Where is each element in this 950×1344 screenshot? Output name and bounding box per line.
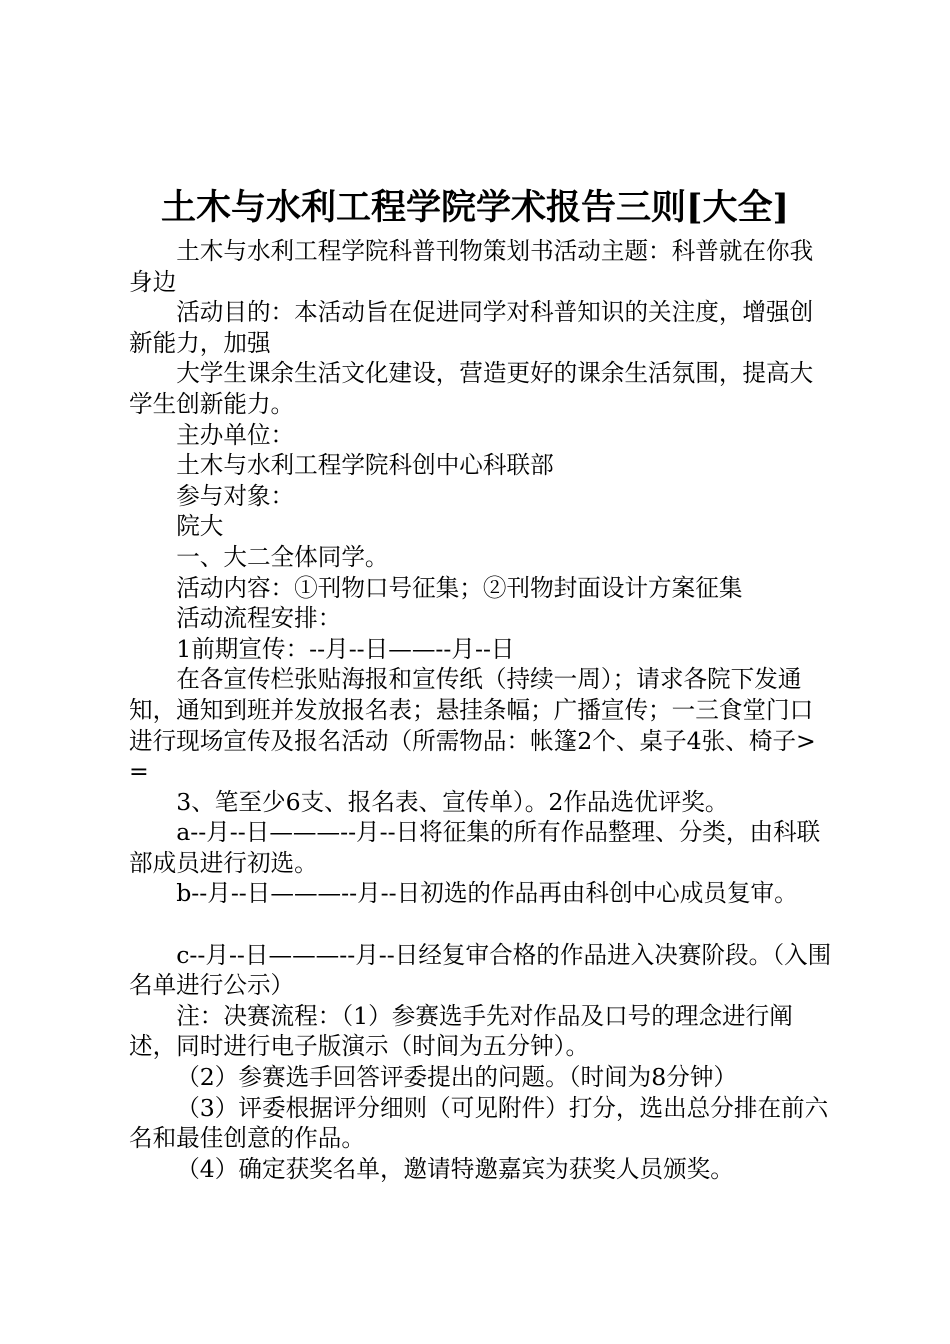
paragraph-participants: 院大 <box>176 512 224 541</box>
paragraph-purpose: 活动目的：本活动旨在促进同学对科普知识的关注度，增强创新能力，加强 <box>129 298 814 357</box>
paragraph-promotion-details: 在各宣传栏张贴海报和宣传纸（持续一周）；请求各院下发通知，通知到班并发放报名表；悬挂条幅；广播宣传；一三食堂门口进行现场宣传及报名活动（所需物品：帐篷2个、桌子4张、椅子>= <box>129 665 816 786</box>
paragraph-content: 活动内容：①刊物口号征集；②刊物封面设计方案征集 <box>176 573 743 602</box>
paragraph-final-step-3: （3）评委根据评分细则（可见附件）打分，选出总分排在前六名和最佳创意的作品。 <box>129 1093 829 1153</box>
paragraph-organizer: 土木与水利工程学院科创中心科联部 <box>176 451 554 480</box>
paragraph-schedule-label: 活动流程安排： <box>176 604 342 633</box>
paragraph-participants-cont: 一、大二全体同学。 <box>176 542 389 571</box>
paragraph-promotion-date: 1前期宣传：--月--日——--月--日 <box>176 634 515 663</box>
paragraph-theme: 土木与水利工程学院科普刊物策划书活动主题：科普就在你我身边 <box>129 237 814 296</box>
paragraph-participants-label: 参与对象： <box>176 481 295 510</box>
paragraph-step-b: b--月--日———--月--日初选的作品再由科创中心成员复审。 <box>176 879 798 908</box>
paragraph-spacer <box>129 909 835 940</box>
paragraph-organizer-label: 主办单位： <box>176 420 295 449</box>
paragraph-final-process: 注：决赛流程：（1）参赛选手先对作品及口号的理念进行阐述，同时进行电子版演示（时间为五分钟）。 <box>129 1001 793 1061</box>
paragraph-final-step-2: （2）参赛选手回答评委提出的问题。（时间为8分钟） <box>176 1063 738 1092</box>
paragraph-step-c: c--月--日———--月--日经复审合格的作品进入决赛阶段。（入围名单进行公示） <box>129 940 832 1000</box>
paragraph-purpose-cont: 大学生课余生活文化建设，营造更好的课余生活氛围，提高大学生创新能力。 <box>129 359 814 418</box>
paragraph-step-a: a--月--日———--月--日将征集的所有作品整理、分类，由科联部成员进行初选。 <box>129 818 821 877</box>
paragraph-promotion-items: 3、笔至少6支、报名表、宣传单）。2作品选优评奖。 <box>176 787 729 816</box>
document-title: 土木与水利工程学院学术报告三则[大全] <box>160 187 790 228</box>
document-body <box>129 236 835 1184</box>
paragraph-final-step-4: （4）确定获奖名单，邀请特邀嘉宾为获奖人员颁奖。 <box>176 1154 734 1183</box>
